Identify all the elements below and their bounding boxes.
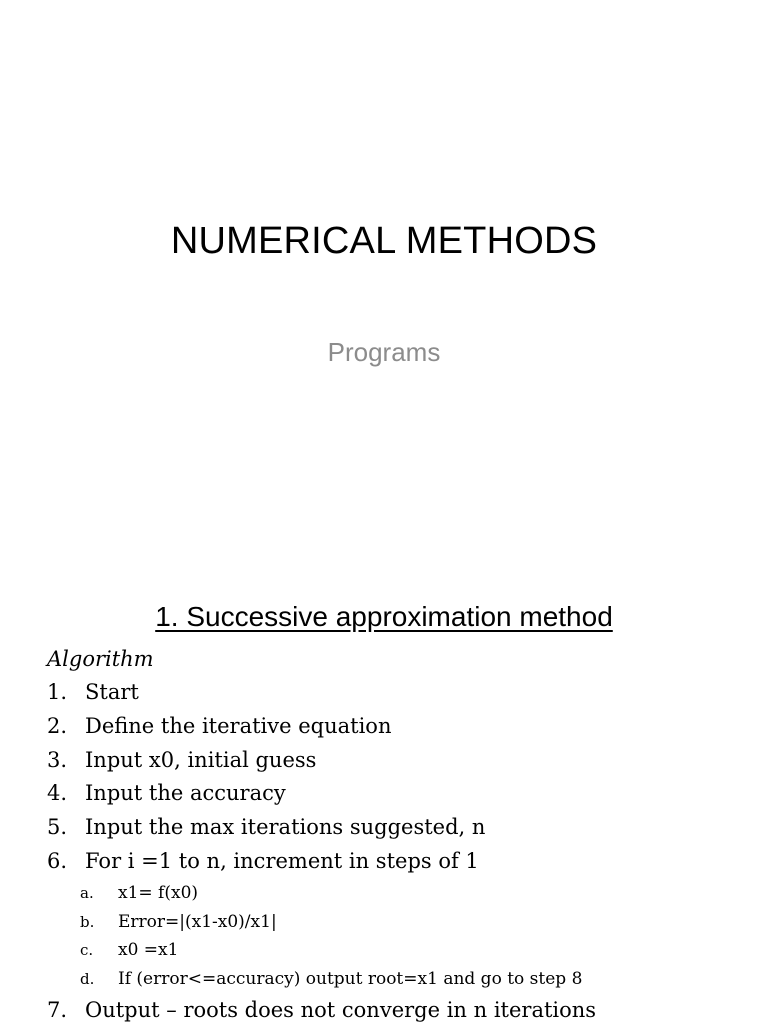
step-text: Input the accuracy <box>85 781 286 806</box>
algorithm-label: Algorithm <box>47 647 154 671</box>
substep-d <box>0 965 768 994</box>
substep-c <box>0 936 768 965</box>
step-number: 7. <box>47 997 68 1022</box>
step-5 <box>0 811 768 845</box>
substep-b <box>0 908 768 937</box>
step-number: 4. <box>47 781 68 806</box>
step-text: Output – roots does not converge in n iterations <box>85 997 597 1022</box>
slide-subtitle: Programs <box>327 337 441 367</box>
section-heading: 1. Successive approximation method <box>155 601 613 632</box>
slide-title: NUMERICAL METHODS <box>170 220 598 262</box>
step-1 <box>0 676 768 710</box>
substep-letter: a. <box>80 883 94 902</box>
substep-text: If (error<=accuracy) output root=x1 and go to step 8 <box>118 969 583 990</box>
step-number: 3. <box>47 747 68 772</box>
step-text: Define the iterative equation <box>85 713 392 738</box>
step-6 <box>0 845 768 879</box>
step-2 <box>0 710 768 744</box>
substep-a <box>0 879 768 908</box>
step-text: Start <box>85 680 139 704</box>
step-number: 1. <box>47 680 68 704</box>
step-4 <box>0 777 768 811</box>
step-3 <box>0 744 768 778</box>
substep-text: x0 =x1 <box>118 940 179 961</box>
step-text: Input x0, initial guess <box>85 747 317 772</box>
substep-letter: b. <box>80 912 95 931</box>
substep-letter: c. <box>80 941 94 960</box>
algorithm-steps <box>0 676 768 1028</box>
step-7 <box>0 994 768 1028</box>
substep-letter: d. <box>80 970 95 989</box>
step-text: Input the max iterations suggested, n <box>85 815 486 840</box>
substep-text: Error=|(x1-x0)/x1| <box>118 911 277 932</box>
step-text: For i =1 to n, increment in steps of 1 <box>85 848 479 873</box>
substep-text: x1= f(x0) <box>118 882 199 903</box>
step-number: 6. <box>47 848 68 873</box>
step-number: 2. <box>47 713 68 738</box>
step-number: 5. <box>47 815 68 840</box>
